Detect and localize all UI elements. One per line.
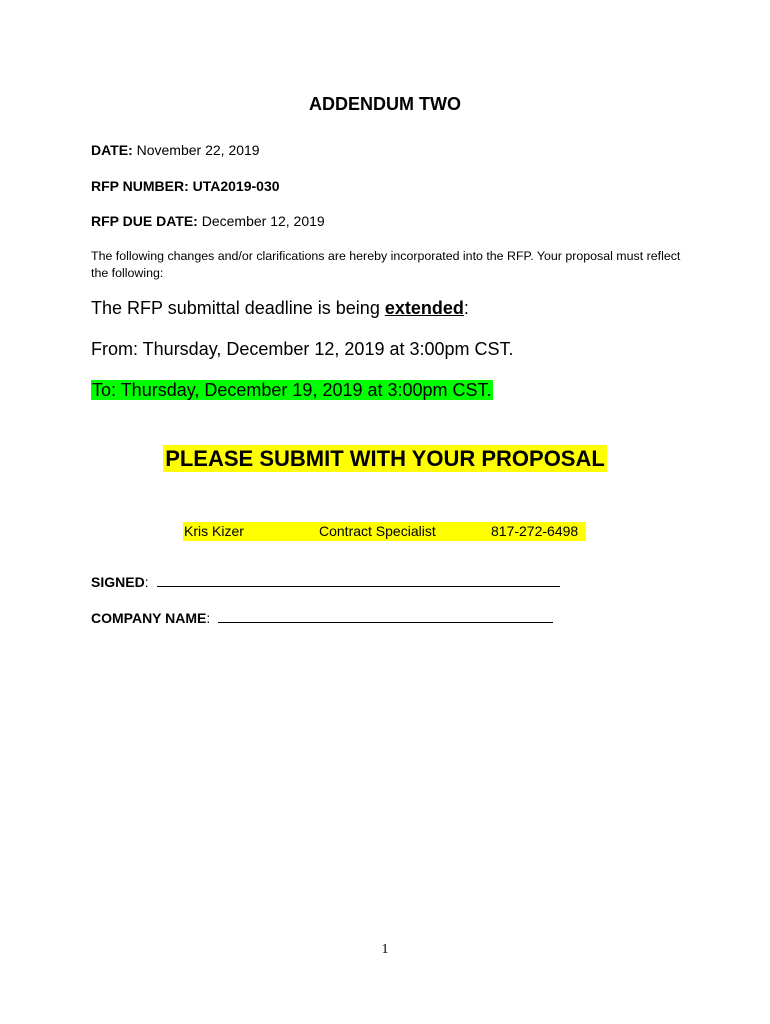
contact-row: [183, 522, 586, 541]
contact-phone: 817-272-6498: [491, 523, 579, 539]
company-label: COMPANY NAME: [91, 610, 207, 626]
submit-banner: [0, 446, 770, 472]
deadline-statement: [91, 298, 469, 319]
deadline-colon: :: [463, 298, 469, 318]
date-value: November 22, 2019: [136, 142, 260, 158]
to-line-highlight: To: Thursday, December 19, 2019 at 3:00pm CST.: [92, 380, 492, 400]
document-title: ADDENDUM TWO: [309, 94, 461, 114]
contact-role: Contract Specialist: [319, 523, 436, 539]
submit-banner-text: PLEASE SUBMIT WITH YOUR PROPOSAL: [165, 446, 605, 471]
page-number: 1: [381, 942, 389, 957]
contact-name: Kris Kizer: [184, 523, 244, 539]
from-line: From: Thursday, December 12, 2019 at 3:00pm CST.: [91, 339, 514, 359]
signed-colon: :: [144, 574, 149, 590]
company-name-line: [91, 610, 553, 626]
due-date-value: December 12, 2019: [201, 213, 325, 229]
to-line: [91, 380, 493, 401]
company-colon: :: [206, 610, 211, 626]
rfp-number-label: RFP NUMBER: UTA2019-030: [91, 178, 280, 194]
deadline-emphasis: extended: [384, 298, 464, 318]
date-label: DATE:: [91, 142, 133, 158]
signed-blank[interactable]: [157, 574, 560, 587]
due-date-label: RFP DUE DATE:: [91, 213, 198, 229]
signed-label: SIGNED: [91, 574, 145, 590]
date-line: [91, 142, 260, 158]
rfp-number-line: [91, 178, 280, 194]
intro-paragraph: The following changes and/or clarifications are hereby incorporated into the RFP. Your proposal must reflect the following:: [91, 249, 681, 280]
deadline-text: The RFP submittal deadline is being: [91, 298, 385, 318]
signed-line: [91, 574, 560, 590]
company-name-blank[interactable]: [218, 610, 553, 623]
due-date-line: [91, 213, 325, 229]
